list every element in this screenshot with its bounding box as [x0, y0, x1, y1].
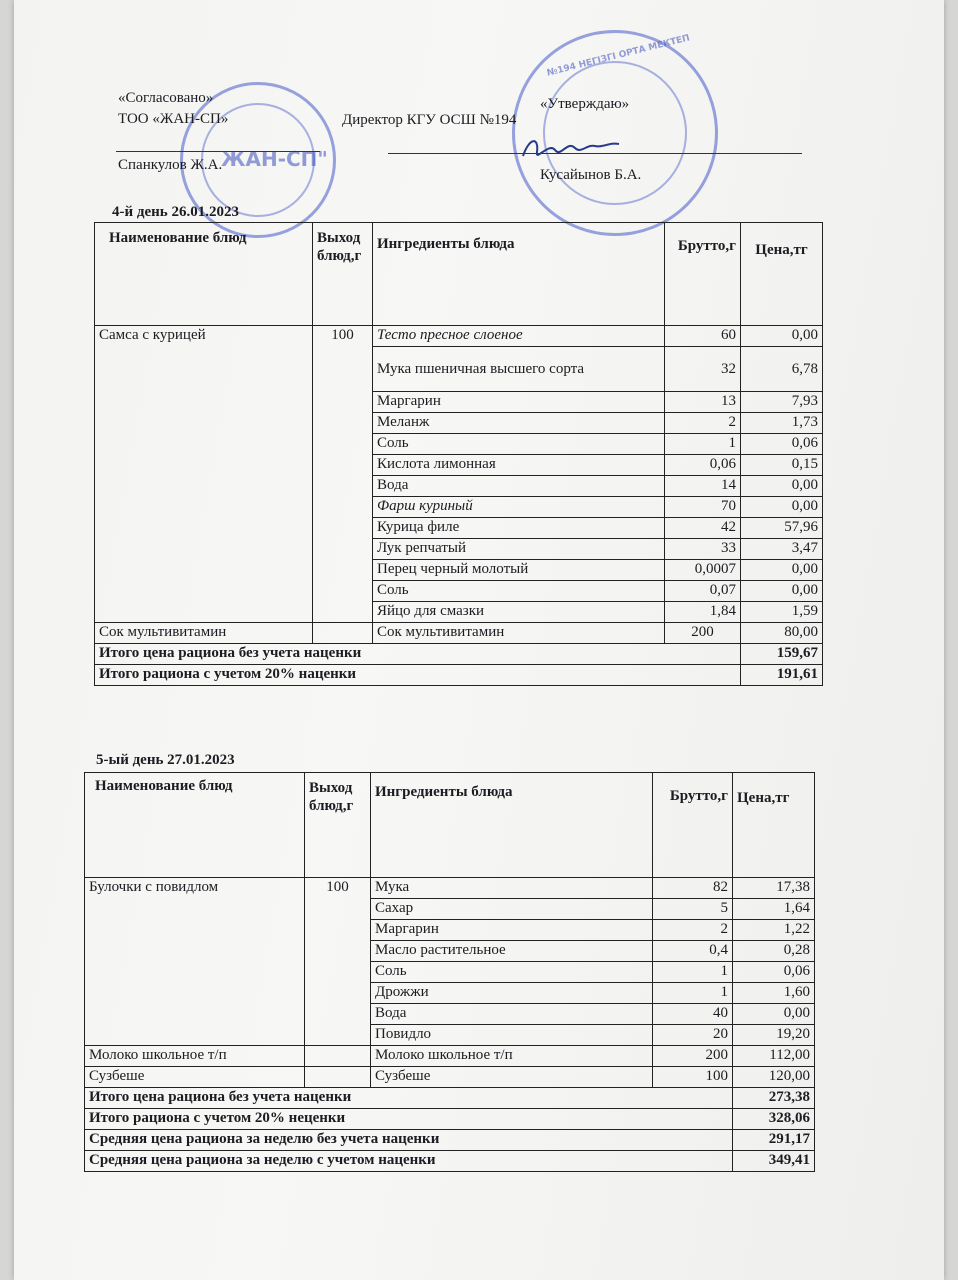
week-average-value: 291,17: [733, 1130, 815, 1151]
ingredient-price: 1,73: [741, 413, 823, 434]
table-header-row: [95, 223, 823, 326]
week-average-markup-row: [85, 1151, 815, 1172]
dish-yield: 100: [313, 326, 373, 623]
dish-name: Булочки с повидлом: [85, 878, 305, 1046]
ingredient-price: 120,00: [733, 1067, 815, 1088]
column-header-gross: Брутто,г: [665, 223, 741, 326]
column-header-gross: Брутто,г: [653, 773, 733, 878]
ingredient-price: 7,93: [741, 392, 823, 413]
ingredient-name: Сахар: [371, 899, 653, 920]
table-row: [95, 623, 823, 644]
ingredient-name: Кислота лимонная: [373, 455, 665, 476]
ingredient-name: Тесто пресное слоеное: [373, 326, 665, 347]
ingredient-price: 0,00: [741, 326, 823, 347]
ingredient-price: 1,59: [741, 602, 823, 623]
dish-yield: 100: [305, 878, 371, 1046]
total-value: 159,67: [741, 644, 823, 665]
total-label: Итого цена рациона без учета наценки: [95, 644, 741, 665]
ingredient-name: Соль: [371, 962, 653, 983]
approve-label: «Утверждаю»: [540, 96, 630, 112]
company-stamp-text: ЖАН-СП": [221, 147, 328, 171]
ingredient-name: Маргарин: [373, 392, 665, 413]
company-name: ТОО «ЖАН-СП»: [118, 111, 229, 127]
table-row: [85, 1046, 815, 1067]
total-markup-label: Итого рациона с учетом 20% наценки: [95, 665, 741, 686]
ingredient-gross: 70: [665, 497, 741, 518]
ingredient-price: 0,28: [733, 941, 815, 962]
dish-name: Молоко школьное т/п: [85, 1046, 305, 1067]
ingredient-gross: 2: [665, 413, 741, 434]
ingredient-name: Вода: [373, 476, 665, 497]
ingredient-gross: 1: [653, 962, 733, 983]
total-markup-row: [95, 665, 823, 686]
ingredient-name: Вода: [371, 1004, 653, 1025]
total-label: Итого цена рациона без учета наценки: [85, 1088, 733, 1109]
table-row: [85, 878, 815, 899]
ingredient-name: Соль: [373, 581, 665, 602]
week-average-markup-value: 349,41: [733, 1151, 815, 1172]
ingredient-name: Соль: [373, 434, 665, 455]
table-row: [95, 326, 823, 347]
ingredient-name: Молоко школьное т/п: [371, 1046, 653, 1067]
agreed-signature-line: [116, 151, 320, 152]
ingredient-name: Яйцо для смазки: [373, 602, 665, 623]
day4-title: 4-й день 26.01.2023: [112, 204, 239, 220]
ingredient-price: 0,00: [741, 581, 823, 602]
ingredient-gross: 82: [653, 878, 733, 899]
ingredient-price: 57,96: [741, 518, 823, 539]
ingredient-name: Фарш куриный: [373, 497, 665, 518]
week-average-label: Средняя цена рациона за неделю без учета наценки: [85, 1130, 733, 1151]
ingredient-price: 0,06: [741, 434, 823, 455]
ingredient-gross: 32: [665, 347, 741, 392]
ingredient-gross: 0,4: [653, 941, 733, 962]
ingredient-gross: 1: [653, 983, 733, 1004]
ingredient-gross: 5: [653, 899, 733, 920]
day5-title: 5-ый день 27.01.2023: [96, 752, 235, 768]
dish-name: Самса с курицей: [95, 326, 313, 623]
ingredient-gross: 13: [665, 392, 741, 413]
ingredient-price: 0,00: [741, 497, 823, 518]
ingredient-name: Повидло: [371, 1025, 653, 1046]
ingredient-gross: 40: [653, 1004, 733, 1025]
agreed-person: Спанкулов Ж.А.: [118, 157, 223, 173]
total-value: 273,38: [733, 1088, 815, 1109]
school-seal-text: №194 НЕГІЗГІ ОРТА МЕКТЕП: [545, 33, 691, 79]
ingredient-name: Маргарин: [371, 920, 653, 941]
ingredient-gross: 60: [665, 326, 741, 347]
ingredient-gross: 0,0007: [665, 560, 741, 581]
ingredient-price: 0,15: [741, 455, 823, 476]
ingredient-name: Курица филе: [373, 518, 665, 539]
column-header-ingredients: Ингредиенты блюда: [371, 773, 653, 878]
ingredient-price: 112,00: [733, 1046, 815, 1067]
ingredient-price: 80,00: [741, 623, 823, 644]
table-row: [85, 1067, 815, 1088]
approve-person: Кусайынов Б.А.: [540, 167, 642, 183]
ingredient-price: 1,60: [733, 983, 815, 1004]
dish-yield: [305, 1046, 371, 1067]
total-markup-row: [85, 1109, 815, 1130]
ingredient-name: Масло растительное: [371, 941, 653, 962]
ingredient-gross: 0,07: [665, 581, 741, 602]
ingredient-price: 0,00: [733, 1004, 815, 1025]
ingredient-price: 3,47: [741, 539, 823, 560]
ingredient-name: Дрожжи: [371, 983, 653, 1004]
ingredient-gross: 42: [665, 518, 741, 539]
column-header-yield: Выход блюд,г: [305, 773, 371, 878]
ingredient-name: Сок мультивитамин: [373, 623, 665, 644]
ingredient-price: 1,22: [733, 920, 815, 941]
dish-name: Сузбеше: [85, 1067, 305, 1088]
dish-yield: [313, 623, 373, 644]
column-header-ingredients: Ингредиенты блюда: [373, 223, 665, 326]
ingredient-name: Сузбеше: [371, 1067, 653, 1088]
ingredient-price: 1,64: [733, 899, 815, 920]
ingredient-name: Мука пшеничная высшего сорта: [373, 347, 665, 392]
director-title: Директор КГУ ОСШ №194: [342, 112, 517, 128]
column-header-dish: Наименование блюд: [95, 223, 313, 326]
ingredient-price: 0,00: [741, 560, 823, 581]
ingredient-name: Мука: [371, 878, 653, 899]
total-row: [95, 644, 823, 665]
dish-yield: [305, 1067, 371, 1088]
total-row: [85, 1088, 815, 1109]
column-header-yield: Выход блюд,г: [313, 223, 373, 326]
total-markup-value: 328,06: [733, 1109, 815, 1130]
ingredient-gross: 1: [665, 434, 741, 455]
ingredient-gross: 0,06: [665, 455, 741, 476]
ingredient-gross: 20: [653, 1025, 733, 1046]
total-markup-value: 191,61: [741, 665, 823, 686]
total-markup-label: Итого рациона с учетом 20% неценки: [85, 1109, 733, 1130]
column-header-dish: Наименование блюд: [85, 773, 305, 878]
ingredient-gross: 100: [653, 1067, 733, 1088]
ingredient-name: Лук репчатый: [373, 539, 665, 560]
day4-menu-table: [94, 222, 823, 686]
column-header-price: Цена,тг: [733, 773, 815, 878]
ingredient-gross: 14: [665, 476, 741, 497]
ingredient-name: Меланж: [373, 413, 665, 434]
ingredient-gross: 2: [653, 920, 733, 941]
ingredient-price: 17,38: [733, 878, 815, 899]
ingredient-price: 19,20: [733, 1025, 815, 1046]
agreed-label: «Согласовано»: [118, 90, 214, 106]
ingredient-price: 0,06: [733, 962, 815, 983]
ingredient-gross: 200: [665, 623, 741, 644]
week-average-markup-label: Средняя цена рациона за неделю с учетом наценки: [85, 1151, 733, 1172]
ingredient-price: 0,00: [741, 476, 823, 497]
ingredient-name: Перец черный молотый: [373, 560, 665, 581]
column-header-price: Цена,тг: [741, 223, 823, 326]
dish-name: Сок мультивитамин: [95, 623, 313, 644]
table-header-row: [85, 773, 815, 878]
ingredient-price: 6,78: [741, 347, 823, 392]
ingredient-gross: 1,84: [665, 602, 741, 623]
week-average-row: [85, 1130, 815, 1151]
day5-menu-table: [84, 772, 815, 1172]
ingredient-gross: 200: [653, 1046, 733, 1067]
director-signature: [515, 130, 625, 170]
ingredient-gross: 33: [665, 539, 741, 560]
